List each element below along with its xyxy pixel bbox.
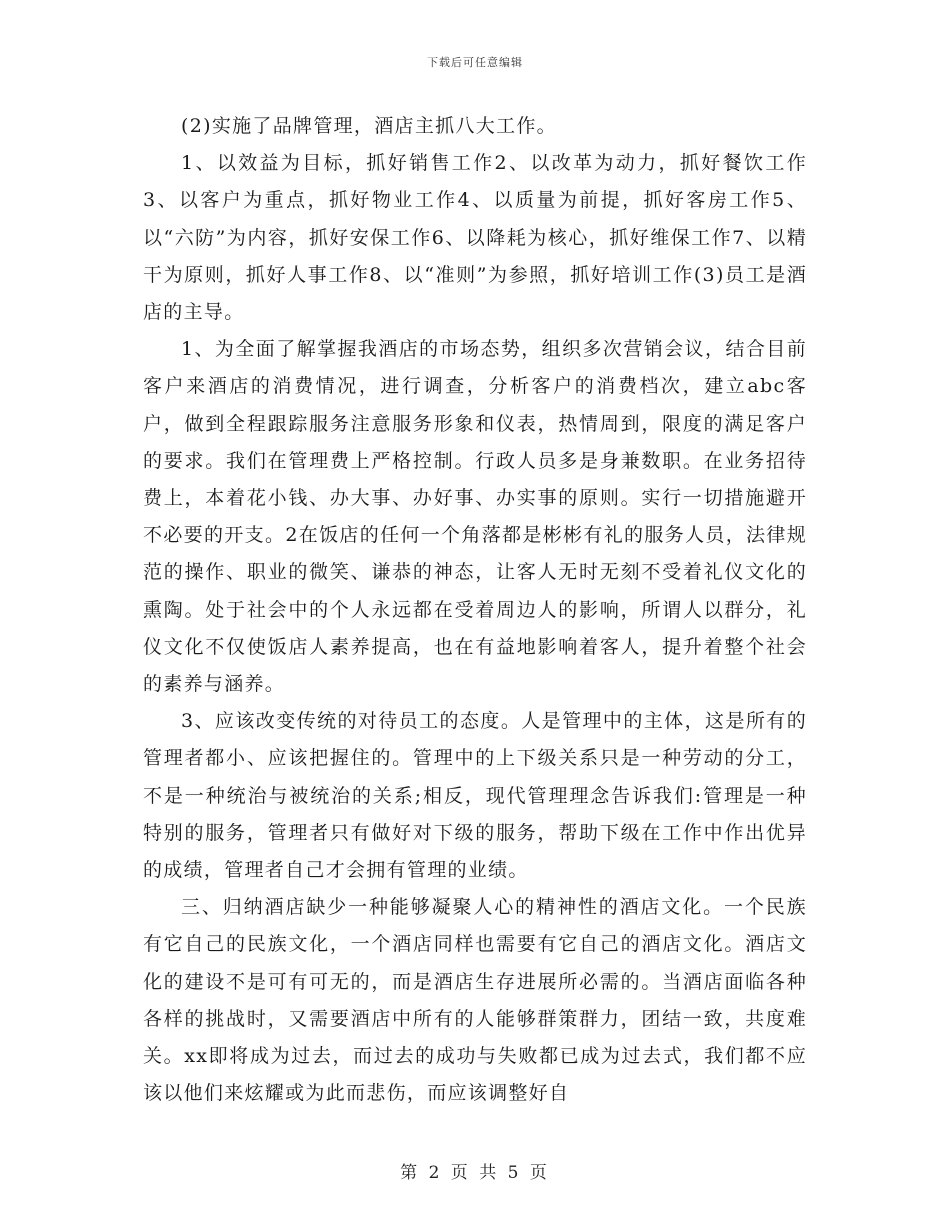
paragraph-eight-tasks: 1、以效益为目标，抓好销售工作2、以改革为动力，抓好餐饮工作 3、以客户为重点，抓好物业工作4、以质量为前提，抓好客房工作5、以“六防”为内容，抓好安保工作6、以降耗为核心，抓好维保工作7、以精干为原则，抓好人事工作8、以“准则”为参照，抓好培训工作(3)员工是酒店的主导。	[143, 152, 807, 324]
paragraph-brand-management: (2)实施了品牌管理，酒店主抓八大工作。	[181, 115, 557, 137]
document-body	[143, 108, 807, 1112]
paragraph-staff-attitude: 3、应该改变传统的对待员工的态度。人是管理中的主体，这是所有的管理者都小、应该把握住的。管理中的上下级关系只是一种劳动的分工，不是一种统治与被统治的关系;相反，现代管理理念告诉我们:管理是一种特别的服务，管理者只有做好对下级的服务，帮助下级在工作中作出优异的成绩，管理者自己才会拥有管理的业绩。	[143, 710, 807, 882]
paragraph-market-survey: 1、为全面了解掌握我酒店的市场态势，组织多次营销会议，结合目前客户来酒店的消费情况，进行调查，分析客户的消费档次，建立abc客户，做到全程跟踪服务注意服务形象和仪表，热情周到，限度的满足客户的要求。我们在管理费上严格控制。行政人员多是身兼数职。在业务招待费上，本着花小钱、办大事、办好事、办实事的原则。实行一切措施避开不必要的开支。2在饭店的任何一个角落都是彬彬有礼的服务人员，法律规范的操作、职业的微笑、谦恭的神态，让客人无时无刻不受着礼仪文化的熏陶。处于社会中的个人永远都在受着周边人的影响，所谓人以群分，礼仪文化不仅使饭店人素养提高，也在有益地影响着客人，提升着整个社会的素养与涵养。	[143, 338, 807, 696]
page-number-footer: 第 2 页 共 5 页	[400, 1163, 550, 1183]
paragraph-hotel-culture: 三、归纳酒店缺少一种能够凝聚人心的精神性的酒店文化。一个民族有它自己的民族文化，一个酒店同样也需要有它自己的酒店文化。酒店文化的建设不是可有可无的，而是酒店生存进展所必需的。当酒店面临各种各样的挑战时，又需要酒店中所有的人能够群策群力，团结一致，共度难关。xx即将成为过去，而过去的成功与失败都已成为过去式，我们都不应该以他们来炫耀或为此而悲伤，而应该调整好自	[143, 896, 807, 1105]
page-header-note: 下载后可任意编辑	[427, 56, 523, 69]
